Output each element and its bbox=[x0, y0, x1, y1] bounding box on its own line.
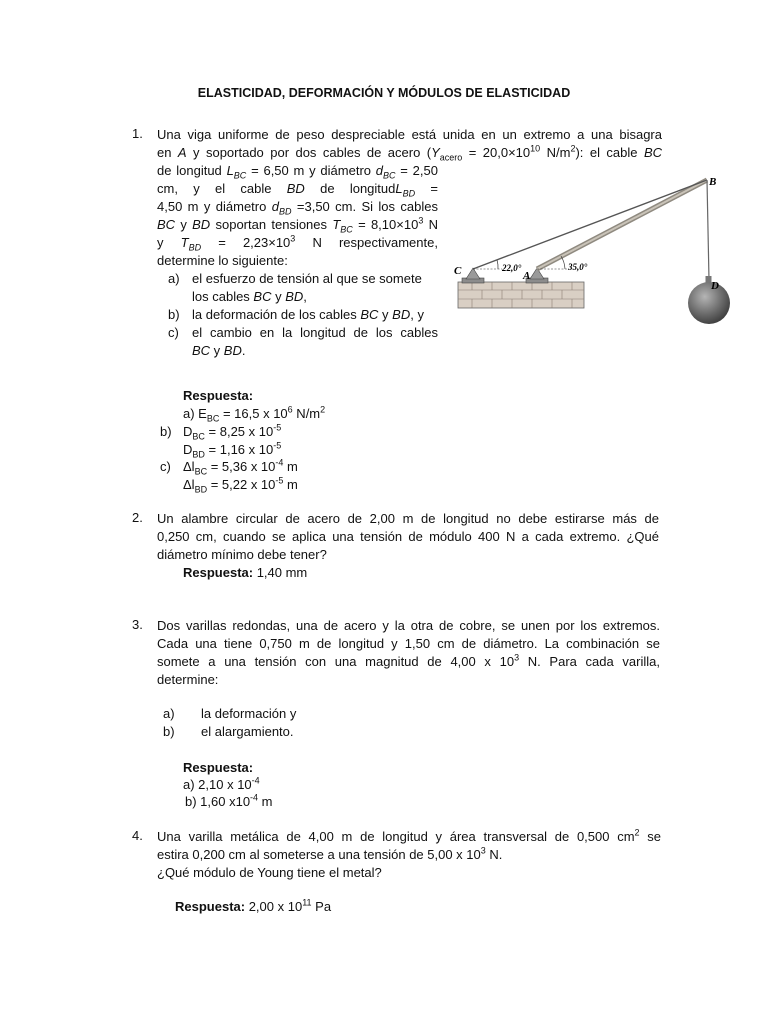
problem-3-line-1: Dos varillas redondas, una de acero y la otra de cobre, se unen por los extremos. bbox=[157, 618, 660, 633]
angle-label-35: 35,0° bbox=[568, 262, 588, 272]
problem-1-answer-c1: $\Delta l_{BC} = 5,36$ x $10^{-4}$ m bbox=[183, 457, 298, 477]
problem-4-number: 4. bbox=[132, 828, 143, 843]
problem-1-line-5: 4,50 m y diámetro $d_{BD} =3,50$ cm. Si los cables bbox=[157, 199, 438, 216]
problem-1-wrapped-text bbox=[157, 162, 438, 270]
cable-bc bbox=[473, 180, 707, 269]
problem-1-answer-b2: $D_{BD} = 1,16$ x $10^{-5}$ bbox=[183, 440, 282, 460]
problem-1-first-lines bbox=[157, 126, 662, 162]
problem-2-line-3: diámetro mínimo debe tener? bbox=[157, 547, 327, 562]
problem-3-text bbox=[157, 617, 660, 689]
problem-1-line-6: BC y BD soportan tensiones $T_{BC} = 8,10\times 10^3$ N bbox=[157, 216, 438, 234]
label-b: B bbox=[709, 176, 717, 188]
problem-3-line-2: Cada una tiene 0,750 m de longitud y 1,50 cm de diámetro. La combinación se bbox=[157, 636, 660, 651]
problem-1-line-3: de longitud $L_{BC} = 6,50$ m y diámetro $d_{BC} = 2,50$ bbox=[157, 163, 438, 180]
problem-3-answer-b: b) 1,60 $x10^{-4}$ m bbox=[185, 792, 273, 809]
brick-wall bbox=[458, 282, 584, 308]
label-d: D bbox=[711, 280, 719, 292]
problem-3-item-b: el alargamiento. bbox=[201, 724, 294, 739]
problem-1-line-2: en A y soportado por dos cables de acero ($Y_{acero} = 20,0\times 10^{10}$ $N/m^2$): el cable BC bbox=[157, 144, 662, 162]
hinge-c bbox=[466, 268, 480, 279]
problem-3-answer-label: Respuesta: bbox=[183, 760, 254, 775]
problem-4-line-3: ¿Qué módulo de Young tiene el metal? bbox=[157, 865, 382, 880]
problem-3-line-4: determine: bbox=[157, 672, 219, 687]
problem-1-answer-a: a) $E_{BC} = 16,5$ x $10^6$ $N/m^2$ bbox=[183, 404, 326, 424]
problem-1-line-1: Una viga uniforme de peso despreciable está unida en un extremo a una bisagra bbox=[157, 127, 662, 142]
problem-2-line-2: 0,250 cm, cuando se aplica una tensión de módulo 400 N a cada extremo. ¿Qué bbox=[157, 529, 659, 544]
problem-3-item-a-label: a) bbox=[163, 706, 175, 721]
problem-2-number: 2. bbox=[132, 510, 143, 525]
problem-1-item-c-label: c) bbox=[168, 325, 179, 340]
problem-3-number: 3. bbox=[132, 617, 143, 632]
problem-1-item-b: la deformación de los cables BC y BD, y bbox=[192, 307, 424, 322]
problem-1-line-7: y $T_{BD} = 2,23\times 10^3$ N respectivamente, bbox=[157, 234, 438, 252]
problem-1-answer-b-label: b) bbox=[160, 424, 172, 439]
problem-1-answer-c2: $\Delta l_{BD} = 5,22$ x $10^{-5}$ m bbox=[183, 475, 298, 495]
problem-1-answer-label: Respuesta: bbox=[183, 388, 254, 403]
angle-arc-22 bbox=[497, 260, 498, 269]
problem-4-line-1: Una varilla metálica de 4,00 m de longitud y área transversal de 0,500 $cm^2$ se bbox=[157, 828, 661, 844]
problem-1-answer-b1: $D_{BC} = 8,25$ x $10^{-5}$ bbox=[183, 422, 282, 442]
problem-4-text bbox=[157, 828, 661, 882]
problem-3-line-3: somete a una tensión con una magnitud de 4,00 x $10^3$ N. Para cada varilla, bbox=[157, 653, 660, 669]
angle-label-22: 22,0° bbox=[502, 263, 522, 273]
label-a: A bbox=[523, 270, 531, 282]
problem-1-item-a-label: a) bbox=[168, 271, 180, 286]
label-c: C bbox=[454, 265, 462, 277]
problem-1-item-c: el cambio en la longitud de los cables BC y BD. bbox=[192, 325, 438, 358]
problem-3-item-b-label: b) bbox=[163, 724, 175, 739]
problem-2-text bbox=[157, 510, 659, 564]
crane-beam-figure bbox=[450, 168, 740, 338]
problem-1-number: 1. bbox=[132, 126, 143, 141]
hinge-a bbox=[530, 268, 544, 279]
problem-3-answer-a: a) 2,10 x $10^{-4}$ bbox=[183, 775, 260, 792]
problem-1-line-4: cm, y el cable BD de longitudL$_{BD}$ = bbox=[157, 181, 438, 198]
problem-4-line-2: estira 0,200 cm al someterse a una tensión de 5,00 x $10^3$ N. bbox=[157, 845, 503, 862]
page-title: ELASTICIDAD, DEFORMACIÓN Y MÓDULOS DE ELASTICIDAD bbox=[197, 86, 571, 100]
problem-1-line-8: determine lo siguiente: bbox=[157, 253, 288, 268]
problem-1-item-a: el esfuerzo de tensión al que se somete los cables BC y BD, bbox=[192, 271, 422, 304]
problem-1-item-b-label: b) bbox=[168, 307, 180, 322]
cable-bd bbox=[707, 180, 709, 280]
problem-1-answer-c-label: c) bbox=[160, 459, 171, 474]
problem-2-line-1: Un alambre circular de acero de 2,00 m de longitud no debe estirarse más de bbox=[157, 511, 659, 526]
problem-3-item-a: la deformación y bbox=[201, 706, 297, 721]
problem-2-answer: Respuesta: 1,40 mm bbox=[183, 565, 308, 580]
hanging-weight-d bbox=[688, 282, 730, 324]
beam-highlight bbox=[537, 180, 707, 269]
problem-4-answer: Respuesta: 2,00 x $10^{11}$ Pa bbox=[175, 897, 332, 914]
